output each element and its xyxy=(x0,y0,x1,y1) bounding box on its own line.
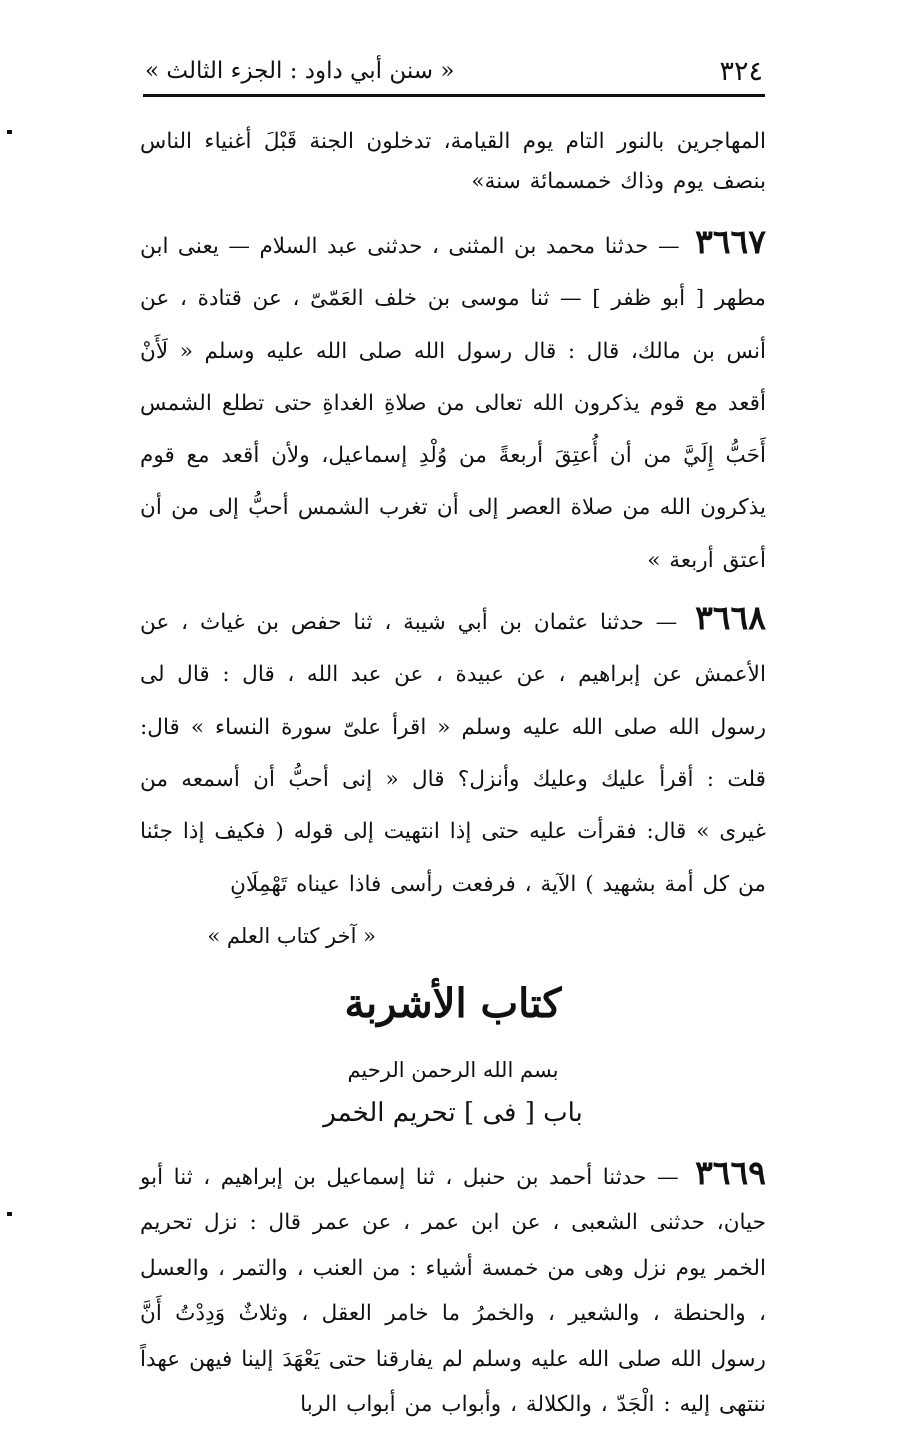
hadith-text: — حدثنا عثمان بن أبي شيبة ، ثنا حفص بن غياث ، عن الأعمش عن إبراهيم ، عن عبيدة ، عن عبد الله ، قال : قال لى رسول الله صلى الله عليه وسلم « اقرأ علىّ سورة النساء » قال: قلت : أقرأ عليك وعليك وأنزل؟ قال « إنى أحبُّ أن أسمعه من غيرى » قال: فقرأت عليه حتى إذا انتهيت إلى قوله ( فكيف إذا جئنا من كل أمة بشهيد ) الآية ، فرفعت رأسى فاذا عيناه تَهْمِلَانِ xyxy=(140,610,766,897)
hadith-number: ٣٦٦٨ xyxy=(695,598,766,638)
hadith-3667 xyxy=(140,216,766,587)
running-head xyxy=(145,50,763,92)
hadith-text: — حدثنا أحمد بن حنبل ، ثنا إسماعيل بن إبراهيم ، ثنا أبو حيان، حدثنى الشعبى ، عن ابن عمر ، عن عمر قال : نزل تحريم الخمر يوم نزل وهى من خمسة أشياء : من العنب ، والتمر ، والعسل ، والحنطة ، والشعير ، والخمرُ ما خامر العقل ، وثلاثٌ وَدِدْتُ أَنَّ رسول الله صلى الله عليه وسلم لم يفارقنا حتى يَعْهَدَ إلينا فيهن عهداً ننتهى إليه : الْجَدّ ، والكلالة ، وأبواب من أبواب الربا xyxy=(140,1164,766,1418)
hadith-3669 xyxy=(140,1150,766,1428)
book-title: كتاب الأشربة xyxy=(344,979,562,1027)
hadith-3668 xyxy=(140,592,766,911)
end-of-book-note: « آخر كتاب العلم » xyxy=(207,923,376,948)
text-block xyxy=(140,122,766,1433)
margin-mark-bottom xyxy=(7,1212,12,1216)
running-title: « سنن أبي داود : الجزء الثالث » xyxy=(145,58,455,84)
basmala: بسم الله الرحمن الرحيم xyxy=(347,1057,559,1082)
hadith-text: — حدثنا محمد بن المثنى ، حدثنى عبد السلام — يعنى ابن مطهر [ أبو ظفر ] — ثنا موسى بن خلف العَمّىّ ، عن قتادة ، عن أنس بن مالك، قال : قال رسول الله صلى الله عليه وسلم « لَأَنْ أقعد مع قوم يذكرون الله تعالى من صلاةِ الغداةِ حتى تطلع الشمس أَحَبُّ إِلَيَّ من أن أُعتِقَ أربعةً من وُلْدِ إسماعيل، ولأن أقعد مع قوم يذكرون الله من صلاة العصر إلى أن تغرب الشمس أحبُّ إلى من أن أعتق أربعة » xyxy=(140,234,766,573)
intro-paragraph: المهاجرين بالنور التام يوم القيامة، تدخلون الجنة قَبْلَ أغنياء الناس بنصف يوم وذاك خمسمائة سنة» xyxy=(140,129,766,194)
hadith-number: ٣٦٦٧ xyxy=(695,222,766,261)
chapter-title: باب [ فى ] تحريم الخمر xyxy=(323,1097,583,1128)
page-number: ٣٢٤ xyxy=(719,55,763,87)
hadith-number: ٣٦٦٩ xyxy=(695,1152,766,1192)
header-rule xyxy=(143,94,765,97)
margin-mark-top xyxy=(7,130,12,134)
